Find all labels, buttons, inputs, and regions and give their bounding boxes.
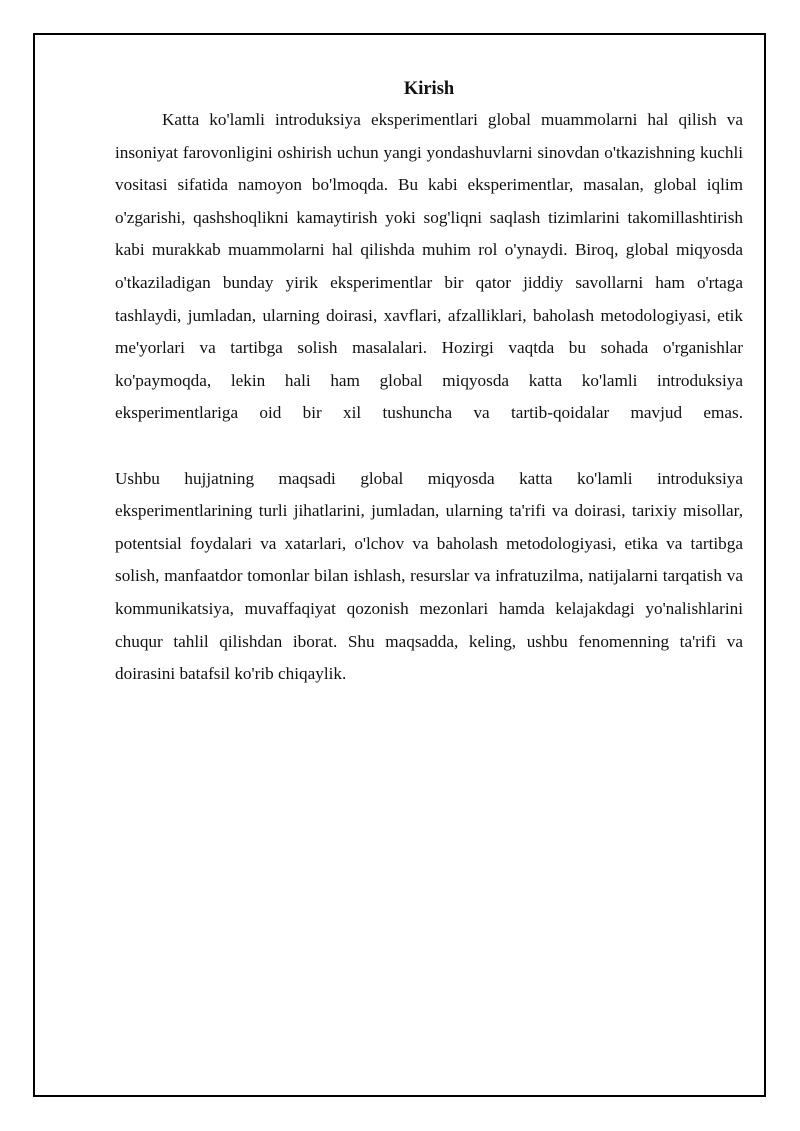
paragraph-spacer [115, 430, 743, 463]
paragraph-purpose: Ushbu hujjatning maqsadi global miqyosda katta ko'lamli introduksiya eksperimentlarining turli jihatlarini, jumladan, ularning ta'rifi va doirasi, tarixiy misollar, potentsial foydalari va xatarlari, o'lchov va baholash metodologiyasi, etika va tartibga solish, manfaatdor tomonlar bilan ishlash, resurslar va infratuzilma, natijalarni tarqatish va kommunikatsiya, muvaffaqiyat qozonish mezonlari hamda kelajakdagi yo'nalishlarini chuqur tahlil qilishdan iborat. Shu maqsadda, keling, ushbu fenomenning ta'rifi va doirasini batafsil ko'rib chiqaylik. [115, 468, 743, 684]
paragraph-introduction: Katta ko'lamli introduksiya eksperimentlari global muammolarni hal qilish va insoniyat farovonligini oshirish uchun yangi yondashuvlarni sinovdan o'tkazishning kuchli vositasi sifatida namoyon bo'lmoqda. Bu kabi eksperimentlar, masalan, global iqlim o'zgarishi, qashshoqlikni kamaytirish yoki sog'liqni saqlash tizimlarini takomillashtirish kabi murakkab muammolarni hal qilishda muhim rol o'ynaydi. Biroq, global miqyosda o'tkaziladigan bunday yirik eksperimentlar bir qator jiddiy savollarni ham o'rtaga tashlaydi, jumladan, ularning doirasi, xavflari, afzalliklari, baholash metodologiyasi, etik me'yorlari va tartibga solish masalalari. Hozirgi vaqtda bu sohada o'rganishlar ko'paymoqda, lekin hali ham global miqyosda katta ko'lamli introduksiya eksperimentlariga oid bir xil tushuncha va tartib-qoidalar mavjud emas. [115, 110, 743, 423]
document-title: Kirish [403, 79, 455, 99]
document-body [115, 74, 743, 691]
